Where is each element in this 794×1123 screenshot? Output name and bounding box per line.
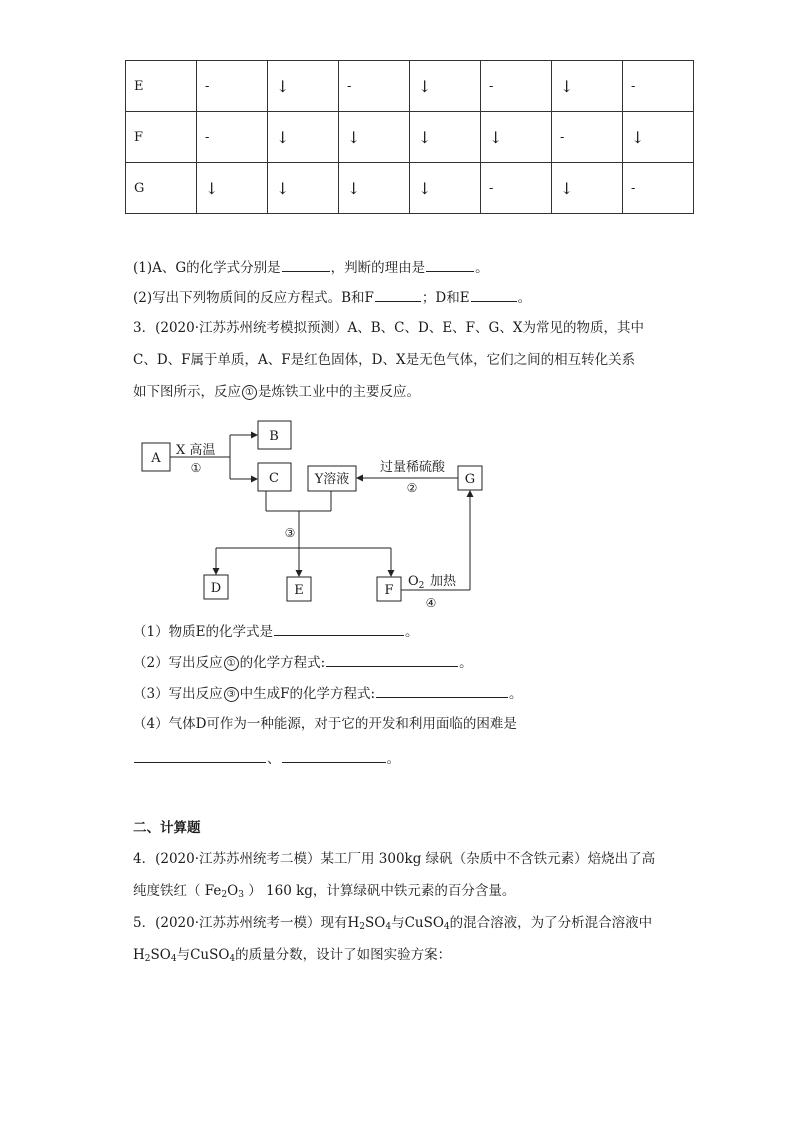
q5-line2 [133,945,451,965]
reaction-number: ① [224,656,239,671]
table-cell: ↓ [623,112,694,163]
q2-part2-text: (2)写出下列物质间的反应方程式。B和F [133,290,374,306]
q4-line2 [133,881,515,901]
reaction-3-number: ③ [284,526,296,540]
label-C: C [269,471,279,486]
q3-part1 [133,621,418,642]
punct: 。 [404,624,419,640]
table-cell: - [552,112,623,163]
q4-text-b: O [227,883,239,899]
q5-text: 与CuSO [391,915,444,931]
q5-text: SO [150,947,171,963]
table-cell: ↓ [339,112,410,163]
label-D: D [210,581,222,596]
answer-blank[interactable] [376,683,508,698]
q3-part2-text-b: 的化学方程式: [239,655,326,671]
reaction-number: ① [242,385,257,400]
condition-dilute-acid: 过量稀硫酸 [380,460,446,475]
q2-part1-text-b: ，判断的理由是 [330,260,426,276]
table-cell: ↓ [268,61,339,112]
table-cell: - [481,61,552,112]
q3-part2 [133,652,473,673]
label-F: F [384,583,394,598]
q5-line1 [133,913,652,933]
q2-part1-text: (1)A、G的化学式分别是 [133,260,281,276]
subscript: 2 [221,890,228,900]
subscript: 2 [359,922,366,932]
q3-intro-text-b: 是炼铁工业中的主要反应。 [258,384,420,400]
q3-part4: （4）气体D可作为一种能源，对于它的开发和利用面临的困难是 [133,716,517,732]
table-cell: ↓ [410,163,481,214]
separator: 、 [267,751,281,767]
punct: 。 [517,290,532,306]
row-label: G [126,163,197,214]
condition-x-high-temp: X 高温 [176,443,216,458]
label-A: A [151,451,161,466]
answer-blank[interactable] [326,652,458,667]
q3-part4-answers [133,748,400,769]
table-cell: ↓ [552,61,623,112]
q5-text: 的混合溶液，为了分析混合溶液中 [449,915,653,931]
table-cell: ↓ [197,163,268,214]
table-cell: - [623,61,694,112]
table-cell: - [623,163,694,214]
answer-blank[interactable] [134,748,266,763]
reaction-2-number: ② [406,481,418,495]
answer-blank[interactable] [274,621,404,636]
label-E: E [294,583,304,598]
q4-line1: 4．(2020·江苏苏州统考二模）某工厂用 300kg 绿矾（杂质中不含铁元素）焙烧出了高 [133,851,656,867]
table-cell: ↓ [339,163,410,214]
table-cell: - [197,112,268,163]
label-G: G [464,472,476,487]
section-title: 二、计算题 [133,820,201,836]
subscript: 3 [238,890,244,900]
table-cell: ↓ [552,163,623,214]
label-B: B [269,429,279,444]
q4-text-a: 纯度铁红（ Fe [133,883,222,899]
reaction-number: ③ [224,687,239,702]
table-cell: ↓ [481,112,552,163]
table-cell: ↓ [268,163,339,214]
subscript: 4 [170,954,177,964]
subscript: 2 [144,954,151,964]
table-cell: ↓ [410,61,481,112]
subscript: 4 [443,922,450,932]
reaction-4-number: ④ [425,596,437,610]
punct: 。 [459,655,473,671]
subscript: 4 [385,922,392,932]
q5-text: 与CuSO [176,947,230,963]
q3-intro-line2: C、D、F属于单质，A、F是红色固体，D、X是无色气体，它们之间的相互转化关系 [133,352,636,368]
q3-part3-text-b: 中生成F的化学方程式: [239,686,376,702]
table-cell: - [197,61,268,112]
reaction-1-number: ① [190,461,202,475]
subscript: 4 [229,954,236,964]
q4-text-c: ） 160 kg，计算绿矾中铁元素的百分含量。 [243,883,516,899]
q5-text: 的质量分数，设计了如图实验方案： [235,947,452,963]
punct: 。 [386,751,400,767]
label-Y: Y溶液 [314,472,350,487]
table-cell: - [339,61,410,112]
q5-text: SO [365,915,386,931]
q3-intro-line1: 3．(2020·江苏苏州统考模拟预测）A、B、C、D、E、F、G、X为常见的物质，其中 [133,320,644,336]
q5-text: H [133,947,145,963]
punct: 。 [475,260,489,276]
q2-part2-text-b: ；D和E [421,290,470,306]
q3-part3 [133,683,523,704]
q5-text: 5．(2020·江苏苏州统考一模）现有H [133,915,360,931]
q3-part2-text: （2）写出反应 [133,655,223,671]
row-label: F [126,112,197,163]
table-cell: - [481,163,552,214]
q3-intro-text: 如下图所示，反应 [133,384,241,400]
row-label: E [126,61,197,112]
condition-o2: $O_2$ [408,574,425,591]
punct: 。 [509,686,523,702]
answer-blank[interactable] [282,748,386,763]
condition-heat: 加热 [430,574,457,589]
q3-part1-text: （1）物质E的化学式是 [133,624,273,640]
table-cell: ↓ [410,112,481,163]
q3-part3-text: （3）写出反应 [133,686,223,702]
table-cell: ↓ [268,112,339,163]
